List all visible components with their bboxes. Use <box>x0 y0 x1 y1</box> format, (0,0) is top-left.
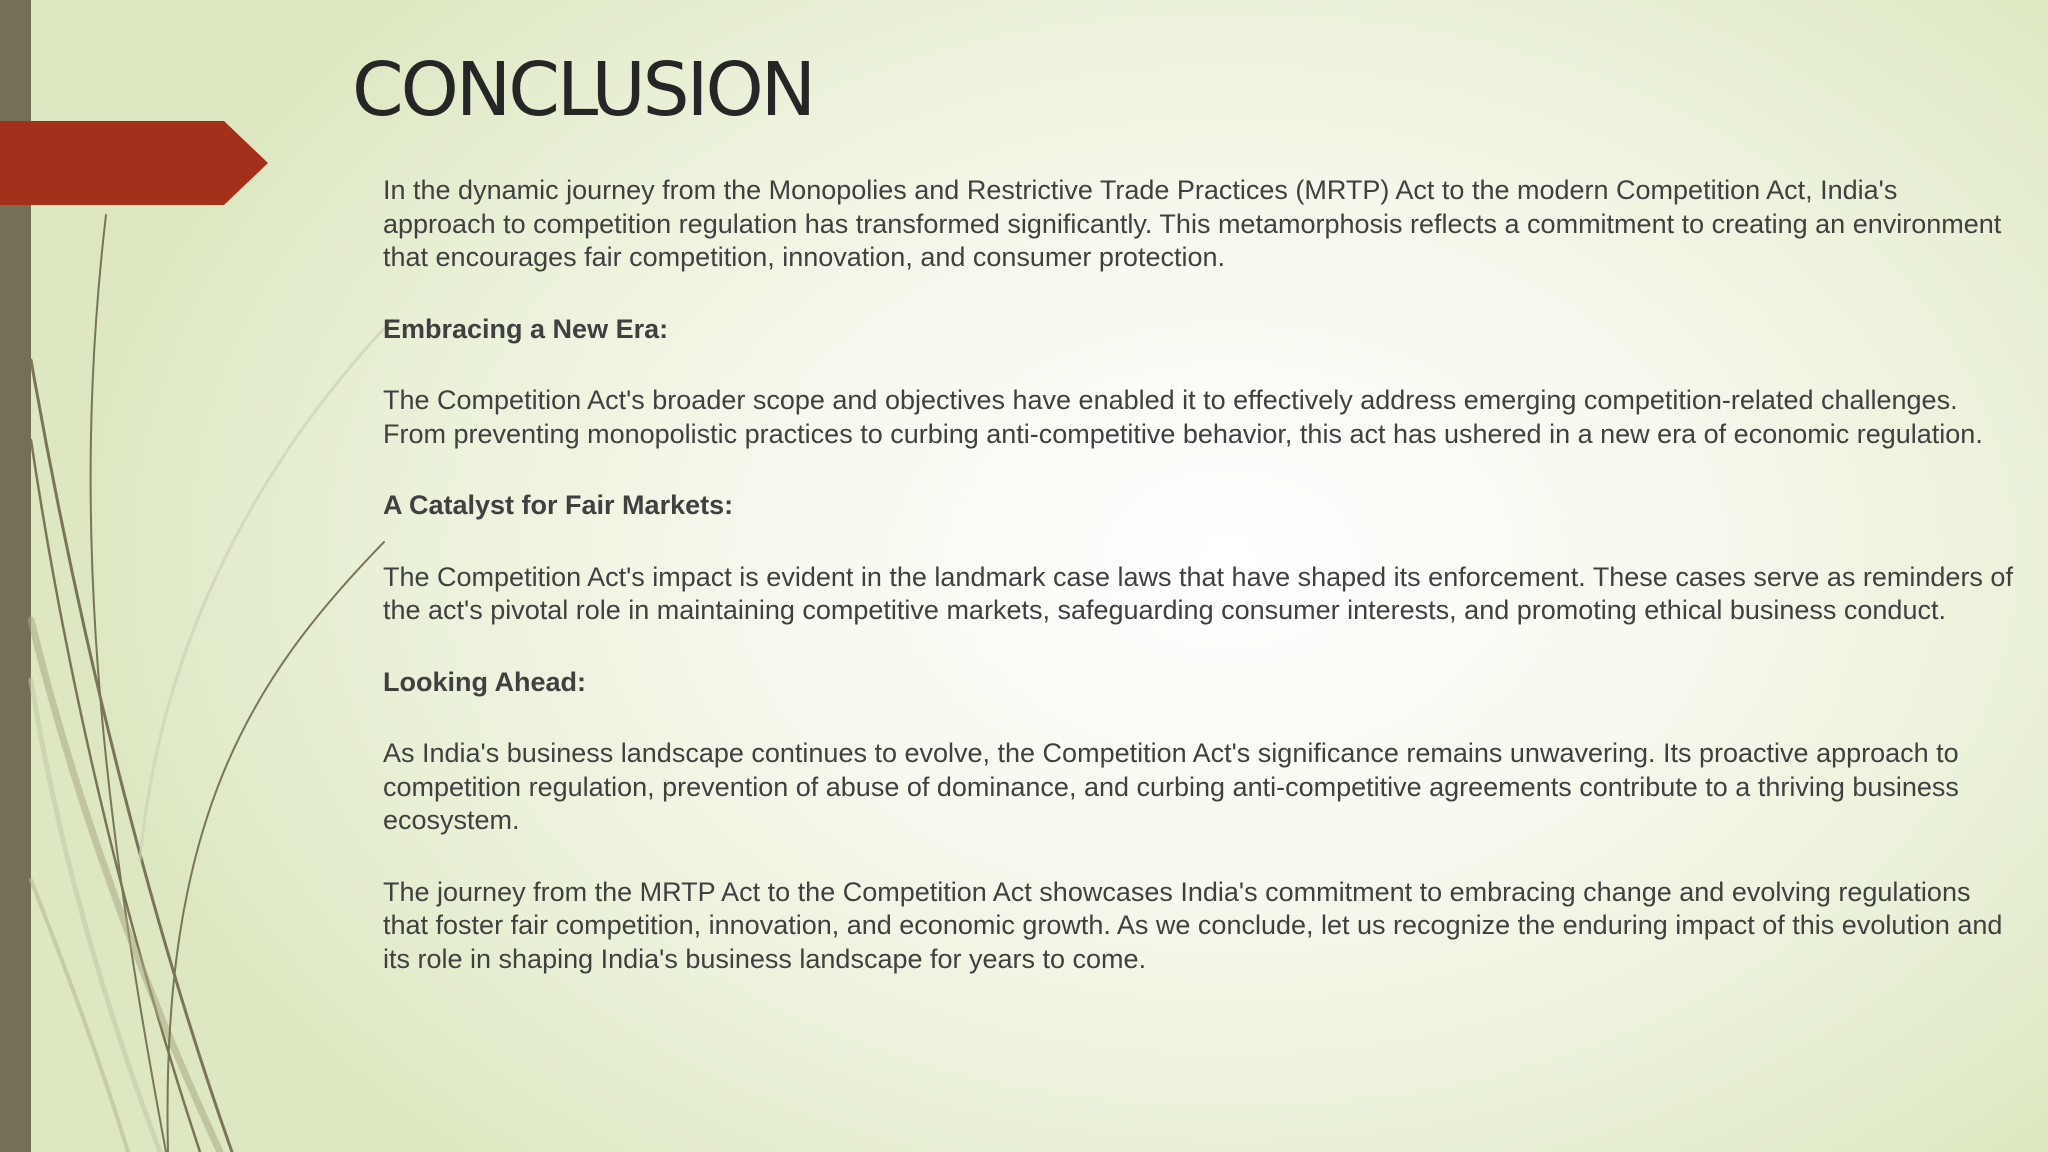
heading-embracing-new-era: Embracing a New Era: <box>383 313 669 344</box>
paragraph-looking-ahead: As India's business landscape continues to evolve, the Competition Act's significance remains unwavering. Its proactive approach to competition regulation, prevention of abuse of dominance, and curbing anti-competitive agreements contribute to a thriving business ecosystem. <box>383 738 1959 835</box>
heading-catalyst-fair-markets: A Catalyst for Fair Markets: <box>383 490 734 520</box>
intro-paragraph: In the dynamic journey from the Monopolies and Restrictive Trade Practices (MRTP) Act to the modern Competition Act, India's approach to competition regulation has transformed significantly. This metamorphosis reflects a commitment to creating an environment that encourages fair competition, innovation, and consumer protection. <box>383 175 2002 272</box>
slide-body <box>383 174 2013 1014</box>
slide-title: CONCLUSION <box>352 47 814 133</box>
heading-looking-ahead: Looking Ahead: <box>383 666 586 697</box>
closing-paragraph: The journey from the MRTP Act to the Competition Act showcases India's commitment to embracing change and evolving regulations that foster fair competition, innovation, and economic growth. As we conclude, let us recognize the enduring impact of this evolution and its role in shaping India's business landscape for years to come. <box>383 876 2003 974</box>
paragraph-new-era: The Competition Act's broader scope and objectives have enabled it to effectively address emerging competition-related challenges. From preventing monopolistic practices to curbing anti-competitive behavior, this act has ushered in a new era of economic regulation. <box>383 385 1983 449</box>
paragraph-fair-markets: The Competition Act's impact is evident in the landmark case laws that have shaped its enforcement. These cases serve as reminders of the act's pivotal role in maintaining competitive markets, safeguarding consumer interests, and promoting ethical business conduct. <box>383 561 2013 625</box>
title-arrow-tab <box>0 121 268 205</box>
